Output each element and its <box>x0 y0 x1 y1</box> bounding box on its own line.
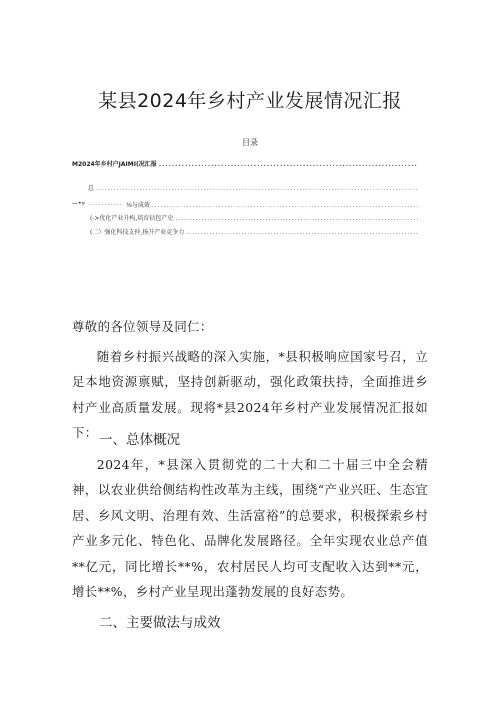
section-heading-measures: 二、主要做法与成效 <box>99 615 221 631</box>
toc-entry[interactable] <box>88 183 418 192</box>
toc-entry[interactable] <box>72 159 418 168</box>
toc-entry[interactable] <box>90 213 418 222</box>
toc-heading: 目录 <box>242 138 258 147</box>
toc-entry[interactable] <box>126 200 418 209</box>
intro-paragraph: 随着乡村振兴战略的深入实施，*县积极响应国家号召，立足本地资源禀赋，坚持创新驱动，强化政策扶持，全面推进乡村产业高质量发展。现将*县2024年乡村产业发展情况汇报如下： <box>72 349 428 441</box>
salutation: 尊敬的各位领导及同仁： <box>72 319 213 334</box>
toc-leader-dots <box>186 229 418 236</box>
toc-entry[interactable] <box>90 227 418 236</box>
toc-entry-label: M2024年乡村户JAIMI(况汇报 <box>72 161 157 168</box>
toc-leader-dots <box>87 200 122 207</box>
toc-entry[interactable] <box>72 200 122 207</box>
toc-entry-label: 总 <box>88 185 95 192</box>
toc-leader-dots <box>175 215 418 222</box>
document-title: 某县2024年乡村产业发展情况汇报 <box>98 90 402 112</box>
toc-leader-dots <box>96 185 418 192</box>
toc-entry-label: —•» <box>72 200 86 207</box>
toc-entry-label: ⅛与成效 <box>126 202 150 209</box>
toc-leader-dots <box>159 161 418 168</box>
overview-paragraph: 2024年，*县深入贯彻党的二十大和二十届三中全会精神，以农业供给侧结构性改革为主线，围绕“产业兴旺、生态宜居、乡风文明、治理有效、生活富裕”的总要求，积极探索乡村产业多元化、特色化、品牌化发展路径。全年实现农业总产值**亿元，同比增长**%，农村居民人均可支配收入达到**元，增长**%，乡村产业呈现出蓬勃发展的良好态势。 <box>72 457 428 600</box>
toc-entry-label: (->优化产业升构,培育拈包产史 <box>90 215 174 222</box>
toc-entry-label: (二）强化科技支仲,扬升产业竞争力 <box>90 229 185 236</box>
section-heading-overview: 一、总体概况 <box>99 432 180 448</box>
toc-leader-dots <box>152 202 418 209</box>
